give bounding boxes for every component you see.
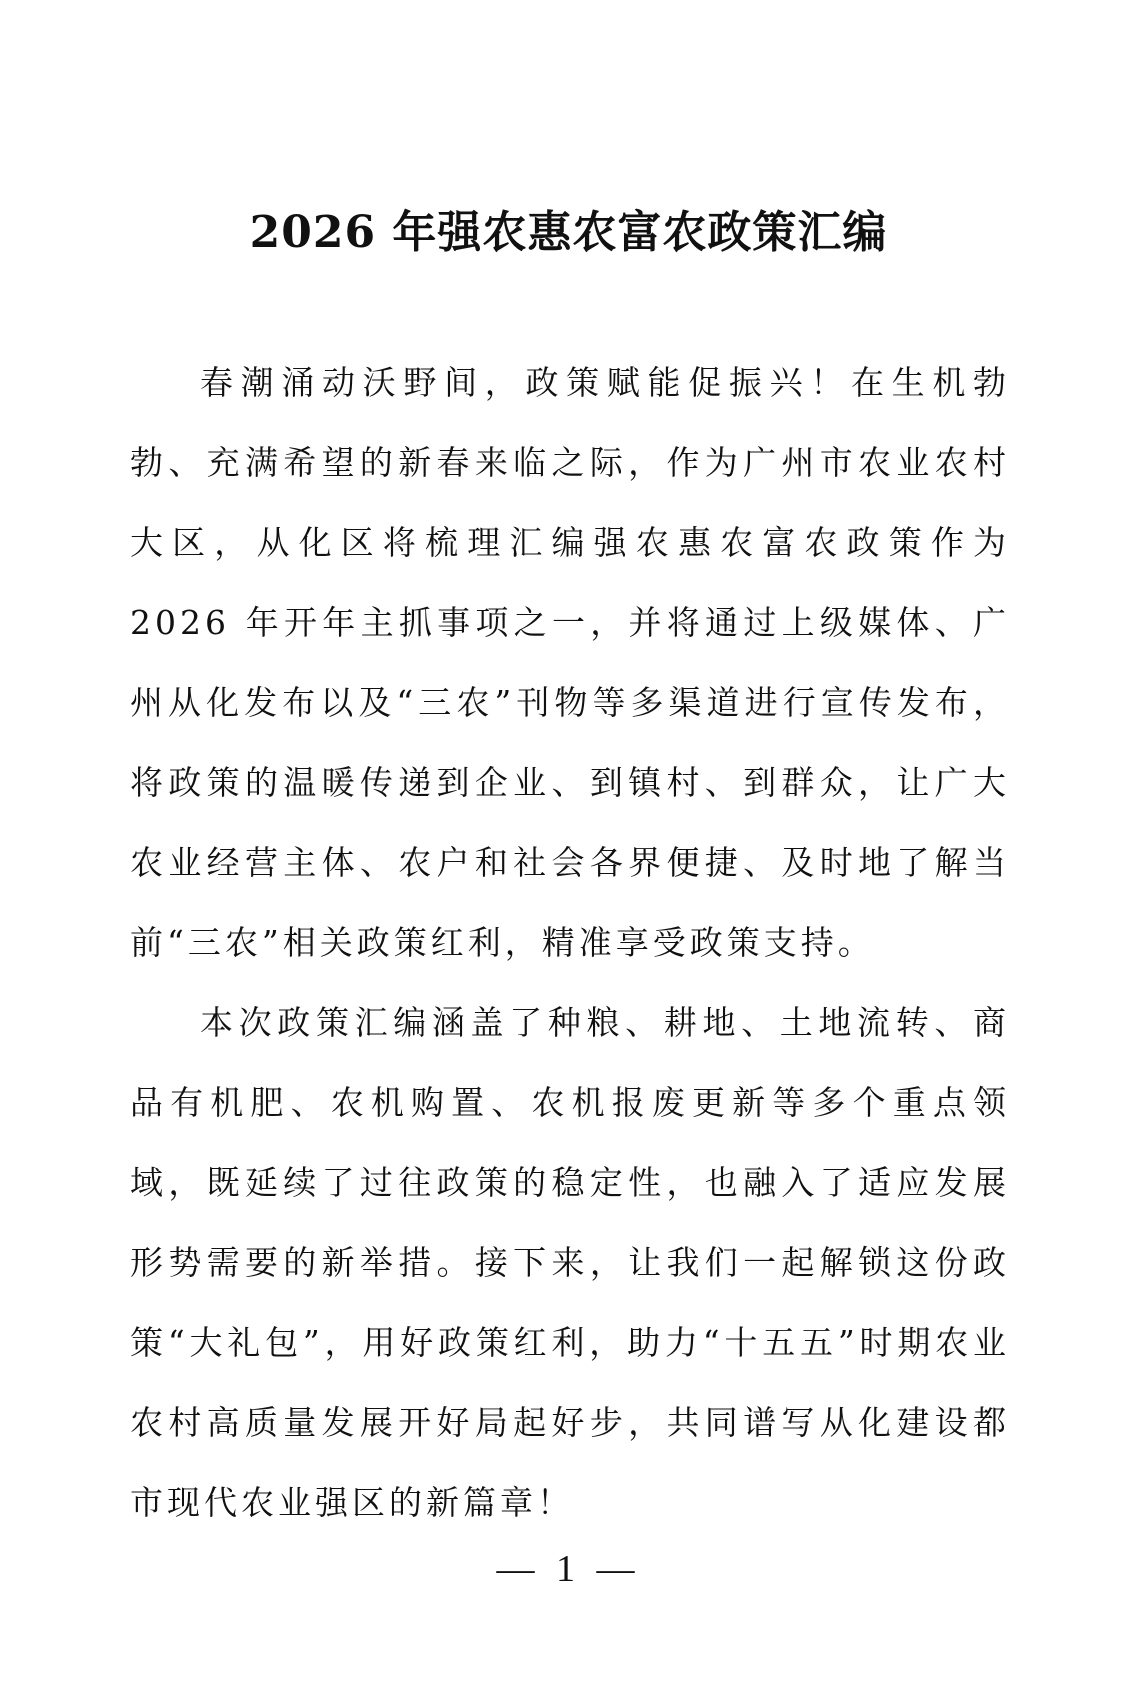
document-body [130, 343, 1010, 1543]
scope-paragraph: 本次政策汇编涵盖了种粮、耕地、土地流转、商品有机肥、农机购置、农机报废更新等多个重点领域，既延续了过往政策的稳定性，也融入了适应发展形势需要的新举措。接下来，让我们一起解锁这份政策“大礼包”，用好政策红利，助力“十五五”时期农业农村高质量发展开好局起好步，共同谱写从化建设都市现代农业强区的新篇章！ [130, 1003, 1010, 1522]
document-title: 2026 年强农惠农富农政策汇编 [249, 207, 888, 258]
intro-paragraph: 春潮涌动沃野间，政策赋能促振兴！在生机勃勃、充满希望的新春来临之际，作为广州市农业农村大区，从化区将梳理汇编强农惠农富农政策作为 2026 年开年主抓事项之一，并将通过上级媒体、广州从化发布以及“三农”刊物等多渠道进行宣传发布，将政策的温暖传递到企业、到镇村、到群众，让广大农业经营主体、农户和社会各界便捷、及时地了解当前“三农”相关政策红利，精准享受政策支持。 [130, 363, 1010, 962]
page-number: — 1 — [496, 1548, 641, 1590]
